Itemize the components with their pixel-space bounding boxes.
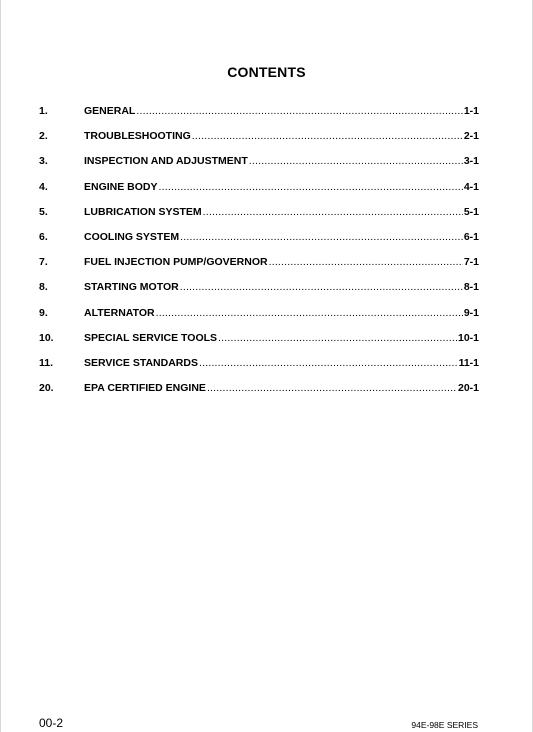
toc-entry-label: GENERAL	[84, 105, 136, 117]
toc-entry-epa-certified-engine[interactable]	[39, 382, 479, 407]
toc-entry-page: 1-1	[463, 105, 479, 117]
toc-entry-label: INSPECTION AND ADJUSTMENT	[84, 155, 248, 168]
toc-entry-special-service-tools[interactable]	[39, 332, 479, 357]
dot-leader	[159, 181, 463, 193]
toc-entry-number: 2.	[39, 130, 48, 143]
toc-entry-label: FUEL INJECTION PUMP/GOVERNOR	[84, 256, 268, 269]
toc-entry-label: EPA CERTIFIED ENGINE	[84, 382, 206, 395]
toc-entry-label: LUBRICATION SYSTEM	[84, 205, 202, 218]
toc-entry-number: 8.	[39, 281, 48, 294]
toc-entry-label: SPECIAL SERVICE TOOLS	[84, 331, 218, 344]
footer-page-number: 00-2	[39, 716, 64, 730]
toc-entry-number: 10.	[39, 331, 54, 344]
toc-entry-troubleshooting[interactable]	[39, 130, 479, 155]
dot-leader	[199, 357, 458, 369]
dot-leader	[249, 155, 463, 167]
toc-entry-lubrication-system[interactable]	[39, 206, 479, 231]
toc-entry-number: 1.	[39, 105, 48, 117]
toc-entry-label: ALTERNATOR	[84, 306, 155, 319]
toc-entry-page: 20-1	[457, 382, 479, 395]
page-title: CONTENTS	[227, 64, 306, 80]
toc-entry-number: 6.	[39, 230, 48, 243]
dot-leader	[136, 105, 462, 117]
toc-entry-label: ENGINE BODY	[84, 180, 158, 193]
dot-leader	[218, 332, 457, 344]
toc-entry-alternator[interactable]	[39, 307, 479, 332]
toc-entry-general[interactable]	[39, 105, 479, 130]
toc-entry-number: 3.	[39, 155, 48, 168]
toc-entry-label: TROUBLESHOOTING	[84, 130, 191, 143]
toc-entry-label: SERVICE STANDARDS	[84, 356, 198, 369]
toc-entry-label: COOLING SYSTEM	[84, 230, 180, 243]
dot-leader	[180, 231, 463, 243]
dot-leader	[192, 130, 463, 142]
toc-entry-engine-body[interactable]	[39, 181, 479, 206]
dot-leader	[180, 281, 463, 293]
toc-entry-number: 4.	[39, 180, 48, 193]
toc-entry-page: 8-1	[463, 281, 479, 294]
toc-entry-page: 5-1	[463, 205, 479, 218]
toc-entry-page: 9-1	[463, 306, 479, 319]
dot-leader	[207, 382, 457, 394]
toc-entry-page: 11-1	[458, 356, 479, 369]
toc-entry-fuel-injection-pump-governor[interactable]	[39, 256, 479, 281]
toc-entry-page: 7-1	[463, 256, 479, 269]
toc-entry-label: STARTING MOTOR	[84, 281, 179, 294]
footer-series: 94E-98E SERIES	[411, 720, 478, 730]
toc-entry-number: 9.	[39, 306, 48, 319]
toc-entry-page: 2-1	[463, 130, 479, 143]
toc-entry-starting-motor[interactable]	[39, 281, 479, 306]
dot-leader	[269, 256, 463, 268]
toc-entry-page: 3-1	[463, 155, 479, 168]
toc-entry-number: 11.	[39, 356, 54, 369]
toc-entry-cooling-system[interactable]	[39, 231, 479, 256]
toc-entry-page: 10-1	[457, 331, 479, 344]
toc-entry-inspection-and-adjustment[interactable]	[39, 155, 479, 180]
dot-leader	[203, 206, 463, 218]
page-edge-left	[0, 0, 1, 732]
toc-entry-number: 7.	[39, 256, 48, 269]
table-of-contents	[39, 105, 479, 407]
toc-entry-page: 6-1	[463, 230, 479, 243]
toc-entry-page: 4-1	[463, 180, 479, 193]
toc-entry-service-standards[interactable]	[39, 357, 479, 382]
toc-entry-number: 5.	[39, 205, 48, 218]
toc-entry-number: 20.	[39, 382, 54, 395]
dot-leader	[156, 307, 463, 319]
